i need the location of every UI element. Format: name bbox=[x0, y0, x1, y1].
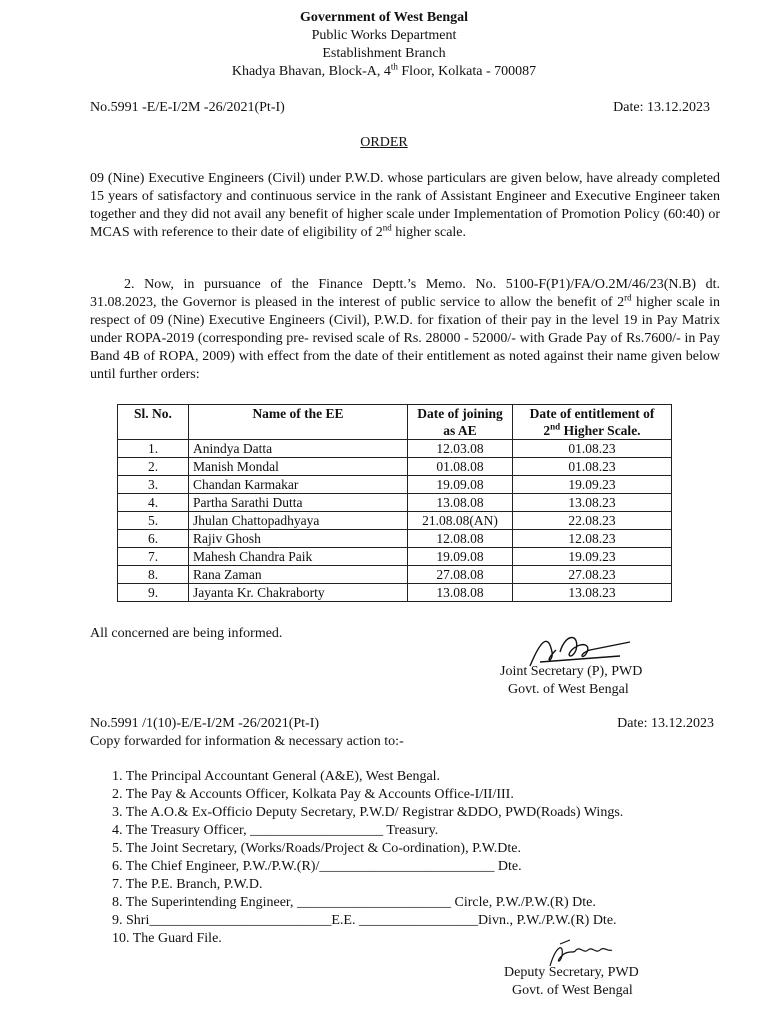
cell-name: Jhulan Chattopadhyaya bbox=[189, 512, 408, 530]
cell-doe: 01.08.23 bbox=[513, 458, 672, 476]
table-row bbox=[118, 476, 672, 494]
cell-name: Jayanta Kr. Chakraborty bbox=[189, 584, 408, 602]
table-row bbox=[118, 530, 672, 548]
list-item: 5. The Joint Secretary, (Works/Roads/Project & Co-ordination), P.W.Dte. bbox=[112, 841, 521, 856]
cell-doe: 01.08.23 bbox=[513, 440, 672, 458]
cell-doj: 19.09.08 bbox=[408, 548, 513, 566]
header-sl-no: Sl. No. bbox=[118, 405, 189, 440]
list-item: 3. The A.O.& Ex-Officio Deputy Secretary, P.W.D/ Registrar &DDO, PWD(Roads) Wings. bbox=[112, 805, 624, 820]
table-row bbox=[118, 512, 672, 530]
cell-doe: 22.08.23 bbox=[513, 512, 672, 530]
table-row bbox=[118, 566, 672, 584]
cell-doe: 27.08.23 bbox=[513, 566, 672, 584]
cell-doj: 12.08.08 bbox=[408, 530, 513, 548]
cell-doj: 21.08.08(AN) bbox=[408, 512, 513, 530]
table-row bbox=[118, 584, 672, 602]
entitlement-header-a: Date of entitlement of bbox=[529, 406, 655, 421]
header-date-entitlement bbox=[513, 405, 672, 440]
list-item: 4. The Treasury Officer, ___________________ Treasury. bbox=[112, 823, 439, 838]
address-part-a: Khadya Bhavan, Block-A, 4 bbox=[231, 64, 391, 79]
para1-superscript: nd bbox=[382, 222, 392, 233]
cell-sl: 9. bbox=[118, 584, 189, 602]
memo-number: No.5991 -E/E-I/2M -26/2021(Pt-I) bbox=[90, 100, 285, 115]
department-line: Public Works Department bbox=[311, 28, 457, 43]
copy-forwarded-line: Copy forwarded for information & necessary action to:- bbox=[90, 734, 404, 749]
cell-sl: 5. bbox=[118, 512, 189, 530]
para1-text-b: higher scale. bbox=[391, 225, 467, 240]
list-item: 2. The Pay & Accounts Officer, Kolkata Pay & Accounts Office-I/II/III. bbox=[112, 787, 514, 802]
address-line bbox=[0, 63, 768, 81]
table-row bbox=[118, 440, 672, 458]
paragraph-1 bbox=[90, 170, 720, 242]
list-item: 7. The P.E. Branch, P.W.D. bbox=[112, 877, 263, 892]
cell-doj: 01.08.08 bbox=[408, 458, 513, 476]
informed-line: All concerned are being informed. bbox=[90, 626, 283, 641]
entitlement-header-sup: nd bbox=[550, 421, 561, 432]
signature-block-1 bbox=[500, 663, 642, 699]
cell-name: Partha Sarathi Dutta bbox=[189, 494, 408, 512]
cell-doj: 13.08.08 bbox=[408, 494, 513, 512]
table-row bbox=[118, 548, 672, 566]
letterhead bbox=[0, 9, 768, 81]
cell-sl: 1. bbox=[118, 440, 189, 458]
memo-date-2: Date: 13.12.2023 bbox=[617, 716, 714, 731]
cell-sl: 8. bbox=[118, 566, 189, 584]
cell-doe: 13.08.23 bbox=[513, 494, 672, 512]
cell-name: Manish Mondal bbox=[189, 458, 408, 476]
engineers-table bbox=[117, 404, 672, 602]
entitlement-header-b: Higher Scale. bbox=[560, 423, 641, 438]
copy-list bbox=[112, 768, 623, 948]
cell-doe: 13.08.23 bbox=[513, 584, 672, 602]
list-item: 10. The Guard File. bbox=[112, 931, 222, 946]
list-item: 1. The Principal Accountant General (A&E), West Bengal. bbox=[112, 769, 441, 784]
cell-name: Mahesh Chandra Paik bbox=[189, 548, 408, 566]
cell-name: Chandan Karmakar bbox=[189, 476, 408, 494]
order-title: ORDER bbox=[360, 135, 408, 150]
sig1-designation: Joint Secretary (P), PWD bbox=[500, 664, 643, 679]
table-row bbox=[118, 494, 672, 512]
cell-doj: 19.09.08 bbox=[408, 476, 513, 494]
cell-doe: 19.09.23 bbox=[513, 476, 672, 494]
list-item: 6. The Chief Engineer, P.W./P.W.(R)/_________________________ Dte. bbox=[112, 859, 522, 874]
list-item: 9. Shri__________________________E.E. _________________Divn., P.W./P.W.(R) Dte. bbox=[112, 913, 617, 928]
table-header-row bbox=[118, 405, 672, 440]
cell-doj: 27.08.08 bbox=[408, 566, 513, 584]
cell-doe: 12.08.23 bbox=[513, 530, 672, 548]
para2-text-a: 2. Now, in pursuance of the Finance Deptt.’s Memo. No. 5100-F(P1)/FA/O.2M/46/23(N.B) dt. 31.08.2023, the Governor is pleased in the interest of public service to allow the benefit of 2 bbox=[90, 277, 720, 310]
memo-date: Date: 13.12.2023 bbox=[613, 100, 710, 115]
cell-sl: 4. bbox=[118, 494, 189, 512]
sig2-designation: Deputy Secretary, PWD bbox=[504, 965, 639, 980]
entitlement-header-num: 2 bbox=[543, 423, 551, 438]
para1-text-a: 09 (Nine) Executive Engineers (Civil) under P.W.D. whose particulars are given below, have already completed 15 years of satisfactory and continuous service in the rank of Assistant Engineer and Executive Engineer taken together and they did not avail any benefit of higher scale under Implementation of Promotion Policy (60:40) or MCAS with reference to their date of eligibility of 2 bbox=[90, 171, 720, 240]
cell-doj: 12.03.08 bbox=[408, 440, 513, 458]
branch-line: Establishment Branch bbox=[322, 46, 446, 61]
cell-doe: 19.09.23 bbox=[513, 548, 672, 566]
cell-name: Anindya Datta bbox=[189, 440, 408, 458]
paragraph-2 bbox=[90, 276, 720, 384]
header-name: Name of the EE bbox=[189, 405, 408, 440]
sig1-govt: Govt. of West Bengal bbox=[508, 682, 629, 697]
memo-number-2: No.5991 /1(10)-E/E-I/2M -26/2021(Pt-I) bbox=[90, 716, 320, 731]
para2-text-b: higher scale in respect of 09 (Nine) Executive Engineers (Civil), P.W.D. for fixation of their pay in the level 19 in Pay Matrix under ROPA-2019 (corresponding pre- revised scale of Rs. 28000 - 52000/- with Grade Pay of Rs.7600/- in Pay Band 4B of ROPA, 2009) with effect from the date of their entitlement as noted against their name given below until further orders: bbox=[90, 295, 720, 382]
govt-heading: Government of West Bengal bbox=[299, 10, 469, 25]
cell-doj: 13.08.08 bbox=[408, 584, 513, 602]
cell-name: Rajiv Ghosh bbox=[189, 530, 408, 548]
list-item: 8. The Superintending Engineer, ______________________ Circle, P.W./P.W.(R) Dte. bbox=[112, 895, 596, 910]
header-date-joining: Date of joining as AE bbox=[408, 405, 513, 440]
signature-block-2 bbox=[504, 964, 639, 1000]
sig2-govt: Govt. of West Bengal bbox=[512, 983, 633, 998]
address-part-b: Floor, Kolkata - 700087 bbox=[397, 64, 537, 79]
cell-sl: 7. bbox=[118, 548, 189, 566]
cell-sl: 2. bbox=[118, 458, 189, 476]
cell-name: Rana Zaman bbox=[189, 566, 408, 584]
address-superscript: th bbox=[390, 61, 398, 72]
cell-sl: 6. bbox=[118, 530, 189, 548]
cell-sl: 3. bbox=[118, 476, 189, 494]
table-row bbox=[118, 458, 672, 476]
para2-superscript: rd bbox=[624, 292, 632, 303]
